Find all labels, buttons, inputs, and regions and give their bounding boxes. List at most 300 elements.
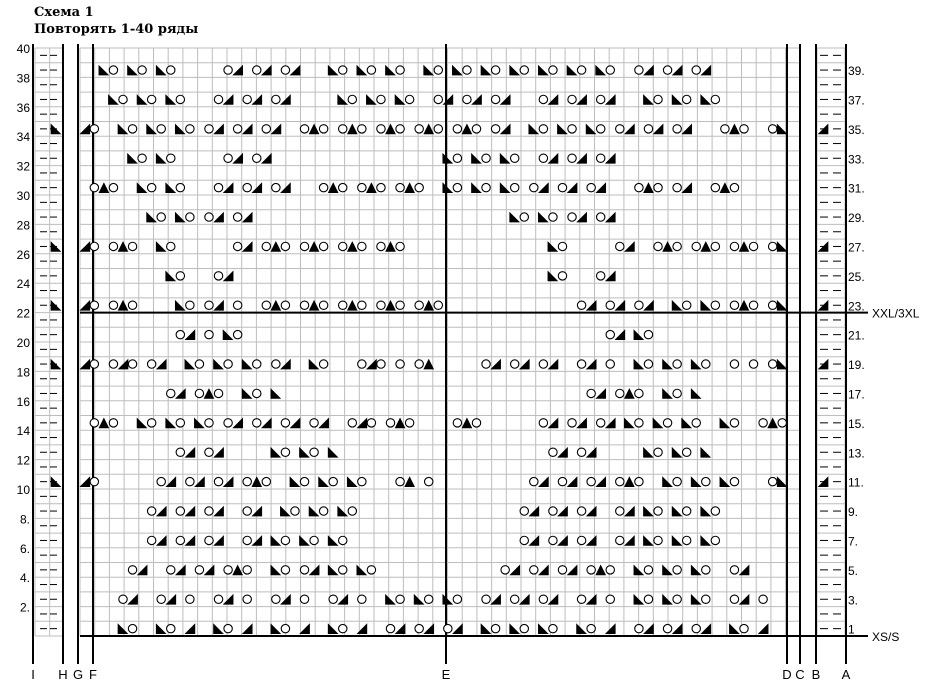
right-decrease-triangle [356, 418, 367, 429]
yarn-over-circle [654, 183, 662, 191]
right-decrease-triangle [213, 212, 224, 223]
left-decrease-triangle [118, 623, 129, 634]
yarn-over-circle [195, 389, 203, 397]
yarn-over-circle [482, 360, 490, 368]
yarn-over-circle [272, 95, 280, 103]
yarn-over-circle [281, 419, 289, 427]
yarn-over-circle [587, 183, 595, 191]
right-decrease-triangle [538, 182, 549, 193]
yarn-over-circle [768, 242, 776, 250]
left-decrease-triangle [509, 65, 520, 76]
yarn-over-circle [281, 536, 289, 544]
yarn-over-circle [396, 301, 404, 309]
yarn-over-circle [415, 125, 423, 133]
yarn-over-circle [730, 477, 738, 485]
yarn-over-circle [453, 595, 461, 603]
yarn-over-circle [243, 95, 251, 103]
right-decrease-triangle [586, 594, 597, 605]
left-decrease-triangle [700, 506, 711, 517]
yarn-over-circle [319, 242, 327, 250]
left-decrease-triangle [414, 594, 425, 605]
yarn-over-circle [453, 154, 461, 162]
right-decrease-triangle [605, 212, 616, 223]
right-decrease-triangle [232, 153, 243, 164]
right-decrease-triangle [79, 476, 90, 487]
right-decrease-triangle [165, 594, 176, 605]
right-decrease-triangle [242, 241, 253, 252]
yarn-over-circle [195, 360, 203, 368]
yarn-over-circle [692, 624, 700, 632]
left-decrease-triangle [672, 506, 683, 517]
yarn-over-circle [577, 536, 585, 544]
yarn-over-circle [233, 301, 241, 309]
chart-title: Схема 1 [34, 5, 94, 20]
right-decrease-triangle [213, 300, 224, 311]
right-decrease-triangle [643, 623, 654, 634]
yarn-over-circle [339, 566, 347, 574]
edge-decrease-left [51, 300, 62, 311]
right-decrease-triangle [242, 623, 253, 634]
right-decrease-triangle [624, 241, 635, 252]
yarn-over-circle [233, 213, 241, 221]
double-decrease-triangle [385, 124, 396, 135]
yarn-over-circle [147, 360, 155, 368]
yarn-over-circle [673, 242, 681, 250]
left-row-number: 12 [16, 453, 30, 468]
yarn-over-circle [711, 242, 719, 250]
yarn-over-circle [396, 595, 404, 603]
right-decrease-triangle [605, 623, 616, 634]
right-decrease-triangle [586, 535, 597, 546]
left-decrease-triangle [538, 65, 549, 76]
yarn-over-circle [711, 536, 719, 544]
right-decrease-triangle [614, 300, 625, 311]
yarn-over-circle [205, 301, 213, 309]
yarn-over-circle [692, 419, 700, 427]
yarn-over-circle [186, 477, 194, 485]
yarn-over-circle [558, 183, 566, 191]
yarn-over-circle [272, 360, 280, 368]
yarn-over-circle [415, 301, 423, 309]
right-decrease-triangle [79, 241, 90, 252]
yarn-over-circle [339, 183, 347, 191]
left-row-number: 18 [16, 365, 30, 380]
yarn-over-circle [635, 477, 643, 485]
yarn-over-circle [520, 507, 528, 515]
yarn-over-circle [568, 213, 576, 221]
left-decrease-triangle [452, 65, 463, 76]
yarn-over-circle [119, 595, 127, 603]
yarn-over-circle [348, 419, 356, 427]
yarn-over-circle [214, 389, 222, 397]
yarn-over-circle [616, 536, 624, 544]
yarn-over-circle [434, 95, 442, 103]
yarn-over-circle [224, 360, 232, 368]
yarn-over-circle [616, 507, 624, 515]
yarn-over-circle [339, 66, 347, 74]
yarn-over-circle [262, 242, 270, 250]
yarn-over-circle [606, 330, 614, 338]
yarn-over-circle [367, 419, 375, 427]
left-decrease-triangle [328, 447, 339, 458]
left-decrease-triangle [481, 65, 492, 76]
yarn-over-circle [377, 95, 385, 103]
yarn-over-circle [730, 183, 738, 191]
right-decrease-triangle [242, 212, 253, 223]
left-decrease-triangle [643, 94, 654, 105]
yarn-over-circle [233, 330, 241, 338]
right-row-number: 19. [848, 358, 865, 373]
yarn-over-circle [377, 360, 385, 368]
yarn-over-circle [577, 448, 585, 456]
left-decrease-triangle [729, 623, 740, 634]
double-decrease-triangle [385, 300, 396, 311]
left-row-number: 4. [19, 571, 30, 586]
left-decrease-triangle [595, 65, 606, 76]
edge-decrease-left [51, 476, 62, 487]
yarn-over-circle [358, 183, 366, 191]
right-decrease-triangle [337, 594, 348, 605]
left-decrease-triangle [691, 359, 702, 370]
yarn-over-circle [558, 242, 566, 250]
yarn-over-circle [568, 154, 576, 162]
yarn-over-circle [587, 389, 595, 397]
left-decrease-triangle [385, 65, 396, 76]
double-decrease-triangle [462, 124, 473, 135]
double-decrease-triangle [767, 418, 778, 429]
yarn-over-circle [539, 419, 547, 427]
yarn-over-circle [339, 536, 347, 544]
double-decrease-triangle [720, 182, 731, 193]
left-decrease-triangle [271, 565, 282, 576]
left-decrease-triangle [127, 65, 138, 76]
yarn-over-circle [549, 624, 557, 632]
right-row-number: 37. [848, 93, 865, 108]
yarn-over-circle [530, 183, 538, 191]
yarn-over-circle [520, 213, 528, 221]
yarn-over-circle [176, 95, 184, 103]
left-row-number: 24 [16, 277, 30, 292]
right-decrease-triangle [185, 623, 196, 634]
yarn-over-circle [128, 566, 136, 574]
right-decrease-triangle [318, 418, 329, 429]
yarn-over-circle [300, 477, 308, 485]
right-row-number: 29. [848, 211, 865, 226]
left-decrease-triangle [108, 94, 119, 105]
right-decrease-triangle [672, 65, 683, 76]
right-decrease-triangle [79, 124, 90, 135]
left-row-number: 6. [19, 541, 30, 556]
right-row-number: 33. [848, 152, 865, 167]
yarn-over-circle [90, 360, 98, 368]
yarn-over-circle [128, 360, 136, 368]
yarn-over-circle [711, 301, 719, 309]
right-decrease-triangle [567, 565, 578, 576]
left-decrease-triangle [720, 476, 731, 487]
right-decrease-triangle [586, 300, 597, 311]
yarn-over-circle [682, 301, 690, 309]
right-decrease-triangle [576, 418, 587, 429]
yarn-over-circle [214, 595, 222, 603]
right-decrease-triangle [242, 124, 253, 135]
yarn-over-circle [310, 448, 318, 456]
right-decrease-triangle [595, 388, 606, 399]
yarn-over-circle [635, 66, 643, 74]
yarn-over-circle [520, 624, 528, 632]
yarn-over-circle [358, 242, 366, 250]
yarn-over-circle [587, 566, 595, 574]
right-decrease-triangle [213, 506, 224, 517]
left-decrease-triangle [146, 124, 157, 135]
yarn-over-circle [768, 125, 776, 133]
right-decrease-triangle [356, 623, 367, 634]
yarn-over-circle [157, 477, 165, 485]
left-decrease-triangle [672, 94, 683, 105]
column-letter: A [841, 667, 851, 682]
left-decrease-triangle [691, 594, 702, 605]
right-decrease-triangle [605, 418, 616, 429]
yarn-over-circle [281, 242, 289, 250]
right-decrease-triangle [127, 594, 138, 605]
yarn-over-circle [568, 125, 576, 133]
right-decrease-triangle [175, 388, 186, 399]
yarn-over-circle [577, 360, 585, 368]
double-decrease-triangle [624, 476, 635, 487]
yarn-over-circle [205, 330, 213, 338]
column-letter: B [811, 667, 821, 682]
right-decrease-triangle [175, 565, 186, 576]
yarn-over-circle [109, 242, 117, 250]
yarn-over-circle [319, 360, 327, 368]
right-decrease-triangle [213, 124, 224, 135]
yarn-over-circle [262, 301, 270, 309]
left-decrease-triangle [643, 535, 654, 546]
yarn-over-circle [673, 125, 681, 133]
yarn-over-circle [138, 154, 146, 162]
yarn-over-circle [596, 272, 604, 280]
yarn-over-circle [205, 448, 213, 456]
left-decrease-triangle [185, 359, 196, 370]
yarn-over-circle [396, 477, 404, 485]
yarn-over-circle [243, 183, 251, 191]
yarn-over-circle [214, 183, 222, 191]
yarn-over-circle [262, 477, 270, 485]
yarn-over-circle [644, 360, 652, 368]
yarn-over-circle [367, 66, 375, 74]
edge-decrease-right [818, 476, 829, 487]
yarn-over-circle [558, 477, 566, 485]
yarn-over-circle [358, 477, 366, 485]
right-decrease-triangle [290, 65, 301, 76]
right-decrease-triangle [653, 124, 664, 135]
yarn-over-circle [606, 566, 614, 574]
right-decrease-triangle [595, 182, 606, 193]
right-decrease-triangle [185, 329, 196, 340]
yarn-over-circle [682, 448, 690, 456]
double-decrease-triangle [739, 300, 750, 311]
right-row-numbers [848, 64, 865, 637]
yarn-over-circle [673, 389, 681, 397]
yarn-over-circle [616, 242, 624, 250]
yarn-over-circle [319, 125, 327, 133]
double-decrease-triangle [385, 241, 396, 252]
yarn-over-circle [176, 448, 184, 456]
left-decrease-triangle [672, 300, 683, 311]
yarn-over-circle [511, 183, 519, 191]
yarn-over-circle [243, 477, 251, 485]
left-decrease-triangle [672, 535, 683, 546]
yarn-over-circle [224, 154, 232, 162]
double-decrease-triangle [404, 182, 415, 193]
right-decrease-triangle [118, 359, 129, 370]
yarn-over-circle [243, 566, 251, 574]
double-decrease-triangle [624, 388, 635, 399]
yarn-over-circle [644, 125, 652, 133]
yarn-over-circle [730, 301, 738, 309]
double-decrease-triangle [404, 476, 415, 487]
yarn-over-circle [472, 419, 480, 427]
yarn-over-circle [663, 624, 671, 632]
double-decrease-triangle [739, 241, 750, 252]
yarn-over-circle [635, 301, 643, 309]
left-decrease-triangle [213, 623, 224, 634]
left-decrease-triangle [509, 212, 520, 223]
yarn-over-circle [577, 595, 585, 603]
right-decrease-triangle [586, 506, 597, 517]
left-row-numbers [17, 42, 31, 615]
right-decrease-triangle [165, 476, 176, 487]
double-decrease-triangle [366, 182, 377, 193]
yarn-over-circle [300, 595, 308, 603]
left-decrease-triangle [356, 565, 367, 576]
left-row-number: 8. [19, 512, 30, 527]
double-decrease-triangle [347, 241, 358, 252]
yarn-over-circle [682, 536, 690, 544]
yarn-over-circle [491, 624, 499, 632]
yarn-over-circle [339, 301, 347, 309]
edge-decrease-left [51, 241, 62, 252]
column-letter: E [441, 667, 451, 682]
yarn-over-circle [176, 272, 184, 280]
yarn-over-circle [253, 389, 261, 397]
right-decrease-triangle [548, 94, 559, 105]
left-decrease-triangle [156, 623, 167, 634]
yarn-over-circle [673, 595, 681, 603]
yarn-over-circle [147, 419, 155, 427]
yarn-over-circle [300, 125, 308, 133]
left-decrease-triangle [242, 359, 253, 370]
left-decrease-triangle [643, 447, 654, 458]
left-decrease-triangle [156, 153, 167, 164]
right-decrease-triangle [290, 418, 301, 429]
yarn-over-circle [205, 213, 213, 221]
left-decrease-triangle [118, 124, 129, 135]
right-decrease-triangle [643, 300, 654, 311]
left-decrease-triangle [213, 359, 224, 370]
yarn-over-circle [616, 477, 624, 485]
yarn-over-circle [186, 213, 194, 221]
left-decrease-triangle [318, 476, 329, 487]
left-decrease-triangle [127, 153, 138, 164]
left-row-number: 30 [16, 189, 30, 203]
yarn-over-circle [319, 507, 327, 515]
yarn-over-circle [482, 183, 490, 191]
yarn-over-circle [109, 301, 117, 309]
yarn-over-circle [167, 566, 175, 574]
left-decrease-triangle [242, 388, 253, 399]
yarn-over-circle [530, 477, 538, 485]
yarn-over-circle [205, 536, 213, 544]
left-decrease-triangle [165, 418, 176, 429]
right-decrease-triangle [614, 329, 625, 340]
yarn-over-circle [224, 566, 232, 574]
yarn-over-circle [167, 389, 175, 397]
right-decrease-triangle [557, 535, 568, 546]
yarn-over-circle [281, 301, 289, 309]
yarn-over-circle [109, 66, 117, 74]
yarn-over-circle [214, 272, 222, 280]
yarn-over-circle [673, 566, 681, 574]
yarn-over-circle [415, 624, 423, 632]
yarn-over-circle [511, 154, 519, 162]
right-decrease-triangle [586, 359, 597, 370]
yarn-over-circle [339, 242, 347, 250]
yarn-over-circle [243, 507, 251, 515]
yarn-over-circle [176, 536, 184, 544]
left-row-number: 20 [16, 336, 30, 350]
yarn-over-circle [243, 536, 251, 544]
double-decrease-triangle [662, 241, 673, 252]
right-decrease-triangle [156, 535, 167, 546]
right-decrease-triangle [672, 623, 683, 634]
yarn-over-circle [539, 154, 547, 162]
right-row-number: 1 [848, 622, 855, 637]
yarn-over-circle [186, 125, 194, 133]
yarn-over-circle [768, 360, 776, 368]
yarn-over-circle [472, 125, 480, 133]
right-decrease-triangle [223, 271, 234, 282]
yarn-over-circle [358, 360, 366, 368]
left-decrease-triangle [175, 300, 186, 311]
yarn-over-circle [358, 301, 366, 309]
yarn-over-circle [310, 419, 318, 427]
yarn-over-circle [358, 595, 366, 603]
size-label: XXL/3XL [872, 306, 920, 321]
yarn-over-circle [635, 624, 643, 632]
yarn-over-circle [386, 624, 394, 632]
column-letter: H [58, 667, 68, 682]
left-decrease-triangle [681, 418, 692, 429]
double-decrease-triangle [99, 418, 110, 429]
left-decrease-triangle [509, 623, 520, 634]
left-decrease-triangle [548, 271, 559, 282]
yarn-over-circle [396, 183, 404, 191]
double-decrease-triangle [118, 241, 129, 252]
right-row-number: 17. [848, 387, 865, 402]
left-decrease-triangle [500, 153, 511, 164]
yarn-over-circle [186, 595, 194, 603]
yarn-over-circle [329, 477, 337, 485]
right-decrease-triangle [605, 271, 616, 282]
yarn-over-circle [549, 536, 557, 544]
yarn-over-circle [673, 477, 681, 485]
yarn-over-circle [128, 624, 136, 632]
right-decrease-triangle [261, 418, 272, 429]
yarn-over-circle [568, 95, 576, 103]
double-decrease-triangle [729, 124, 740, 135]
right-decrease-triangle [605, 94, 616, 105]
yarn-over-circle [90, 242, 98, 250]
